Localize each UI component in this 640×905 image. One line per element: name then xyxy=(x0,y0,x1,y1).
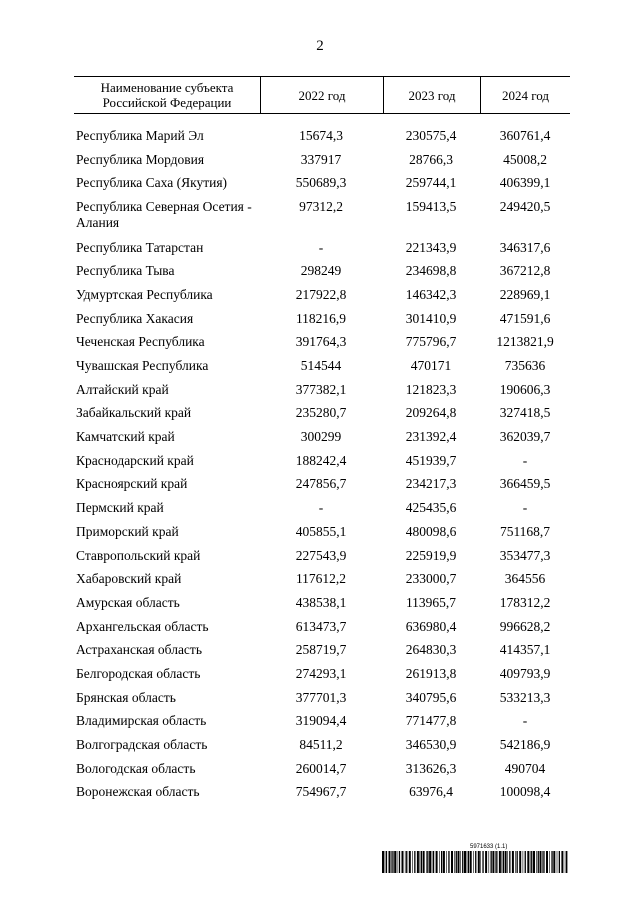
barcode-bar xyxy=(446,851,447,873)
region-name-cell: Камчатский край xyxy=(76,429,175,445)
region-name-cell: Удмуртская Республика xyxy=(76,286,213,302)
value-2023-cell: 346530,9 xyxy=(405,737,457,752)
region-name-cell: Республика Татарстан xyxy=(76,239,204,255)
barcode-bar xyxy=(505,851,507,873)
table-row xyxy=(74,148,570,172)
value-2023-cell: 231392,4 xyxy=(405,429,457,445)
barcode-bar xyxy=(503,851,504,873)
region-name-cell: Владимирская область xyxy=(76,713,207,729)
value-2024-cell: 735636 xyxy=(504,358,546,373)
value-2022-cell: 377382,1 xyxy=(295,381,347,397)
barcode-bar xyxy=(426,851,427,873)
table-row xyxy=(74,283,570,307)
barcode-bar xyxy=(451,851,453,873)
value-2023-cell: 451939,7 xyxy=(405,452,457,468)
barcode-bar xyxy=(519,851,521,873)
value-2023-cell: 209264,8 xyxy=(405,405,457,421)
barcode-bar xyxy=(496,851,497,873)
value-2022-cell: 438538,1 xyxy=(295,594,347,610)
value-2024-cell: 346317,6 xyxy=(499,239,551,255)
barcode-bar xyxy=(409,851,411,873)
value-2022-cell: - xyxy=(318,500,324,516)
barcode-bar xyxy=(458,851,460,873)
table-row xyxy=(74,780,570,804)
barcode-bar xyxy=(559,851,560,873)
value-2022-cell: 405855,1 xyxy=(295,523,347,539)
barcode-bar xyxy=(405,851,406,873)
table-row xyxy=(74,472,570,496)
barcode-bar xyxy=(509,851,510,873)
barcode-bar xyxy=(443,851,445,873)
table-row xyxy=(74,757,570,781)
value-2024-cell: 100098,4 xyxy=(499,784,551,800)
value-2024-cell: 414357,1 xyxy=(499,642,551,658)
region-name-cell: Приморский край xyxy=(76,523,179,539)
barcode-bar xyxy=(448,851,449,873)
barcode-bar xyxy=(423,851,425,873)
header-2023: 2023 год xyxy=(408,87,456,103)
barcode-bar xyxy=(525,851,526,873)
value-2022-cell: 377701,3 xyxy=(295,689,347,705)
table-body xyxy=(74,124,570,804)
barcode-bar xyxy=(414,851,415,873)
barcode-bar xyxy=(468,851,469,873)
value-2023-cell: 230575,4 xyxy=(405,128,457,143)
value-2022-cell: 97312,2 xyxy=(299,199,343,215)
barcode-bar xyxy=(557,851,558,873)
barcode-bar xyxy=(540,851,542,873)
value-2023-cell: 221343,9 xyxy=(405,239,457,255)
barcode-bar xyxy=(470,851,472,873)
table-row xyxy=(74,425,570,449)
value-2022-cell: 15674,3 xyxy=(299,128,343,143)
value-2024-cell: 409793,9 xyxy=(499,665,551,681)
region-name-cell: Астраханская область xyxy=(76,642,202,658)
table-header xyxy=(74,76,570,114)
value-2023-cell: 234217,3 xyxy=(405,476,457,492)
value-2022-cell: 613473,7 xyxy=(295,618,347,634)
value-2023-cell: 480098,6 xyxy=(405,523,457,539)
barcode-bar xyxy=(402,851,404,873)
barcode-bar xyxy=(382,851,384,873)
table-row xyxy=(74,259,570,283)
value-2024-cell: 471591,6 xyxy=(499,310,551,326)
value-2023-cell: 233000,7 xyxy=(405,571,457,587)
value-2024-cell: 364556 xyxy=(504,571,546,587)
table-row xyxy=(74,449,570,473)
region-name-cell: Хабаровский край xyxy=(76,571,182,587)
region-name-cell: Чеченская Республика xyxy=(76,334,205,350)
value-2024-cell: 228969,1 xyxy=(499,286,551,302)
region-name-cell: Вологодская область xyxy=(76,760,196,776)
region-name-cell: Пермский край xyxy=(76,500,164,516)
table-row xyxy=(74,544,570,568)
barcode-bar xyxy=(533,851,535,873)
value-2022-cell: 247856,7 xyxy=(295,476,347,492)
region-name-cell: Республика Хакасия xyxy=(76,310,194,326)
value-2024-cell: 360761,4 xyxy=(499,128,551,143)
value-2024-cell: 249420,5 xyxy=(499,199,551,215)
value-2022-cell: 235280,7 xyxy=(295,405,347,421)
barcode-bar xyxy=(549,851,550,873)
barcode-bar xyxy=(492,851,494,873)
value-2022-cell: 258719,7 xyxy=(295,642,347,658)
header-2024: 2024 год xyxy=(502,87,549,103)
value-2023-cell: 771477,8 xyxy=(405,713,457,729)
barcode-bar xyxy=(412,851,413,873)
region-name-cell: Амурская область xyxy=(76,594,180,610)
table-row xyxy=(74,236,570,260)
barcode-bar xyxy=(436,851,438,873)
value-2024-cell: 406399,1 xyxy=(499,175,551,191)
barcode-bar xyxy=(473,851,474,873)
value-2024-cell: 178312,2 xyxy=(499,594,551,610)
barcode-bar xyxy=(482,851,483,873)
value-2023-cell: 121823,3 xyxy=(405,381,457,397)
value-2022-cell: 260014,7 xyxy=(295,760,347,776)
table-row xyxy=(74,615,570,639)
value-2022-cell: - xyxy=(318,239,324,255)
region-name-cell: Ставропольский край xyxy=(76,547,201,563)
table-row xyxy=(74,662,570,686)
value-2024-cell: - xyxy=(522,713,528,729)
barcode-bar xyxy=(467,851,468,873)
table-row xyxy=(74,171,570,195)
value-2024-cell: 190606,3 xyxy=(499,381,551,397)
value-2023-cell: 425435,6 xyxy=(405,500,457,516)
barcode-bar xyxy=(417,851,419,873)
barcode-bar xyxy=(515,851,516,873)
value-2022-cell: 227543,9 xyxy=(295,547,347,563)
barcode-bar xyxy=(391,851,392,873)
region-name-cell: Забайкальский край xyxy=(76,405,192,421)
value-2024-cell: - xyxy=(522,500,528,516)
value-2022-cell: 550689,3 xyxy=(295,175,347,191)
barcode-bar xyxy=(491,851,492,873)
barcode-bar xyxy=(530,851,531,873)
value-2024-cell: 362039,7 xyxy=(499,429,551,445)
barcode-bar xyxy=(421,851,422,873)
value-2022-cell: 319094,4 xyxy=(295,713,347,729)
header-2022: 2022 год xyxy=(298,87,346,103)
barcode-bar xyxy=(389,851,391,873)
barcode-bar xyxy=(517,851,518,873)
value-2023-cell: 340795,6 xyxy=(405,689,457,705)
barcode-bar xyxy=(485,851,487,873)
value-2023-cell: 313626,3 xyxy=(405,760,457,776)
barcode-bar xyxy=(460,851,461,873)
barcode-bar xyxy=(394,851,396,873)
barcode-bar xyxy=(386,851,387,873)
barcode-bar xyxy=(464,851,466,873)
barcode-bar xyxy=(495,851,496,873)
table-row xyxy=(74,354,570,378)
value-2023-cell: 301410,9 xyxy=(405,310,457,326)
barcode-bar xyxy=(553,851,555,873)
region-name-cell: Республика Тыва xyxy=(76,263,175,279)
value-2023-cell: 264830,3 xyxy=(405,642,457,658)
value-2022-cell: 754967,7 xyxy=(295,784,347,800)
value-2023-cell: 261913,8 xyxy=(405,665,457,681)
barcode-bar xyxy=(561,851,563,873)
value-2022-cell: 298249 xyxy=(300,263,342,279)
region-name-cell: Республика Северная Осетия - Алания xyxy=(76,199,252,231)
value-2024-cell: 996628,2 xyxy=(499,618,551,634)
barcode-bar xyxy=(385,851,386,873)
region-name-cell: Воронежская область xyxy=(76,784,200,800)
value-2023-cell: 146342,3 xyxy=(405,286,457,302)
region-name-cell: Чувашская Республика xyxy=(76,358,209,373)
barcode-bar xyxy=(478,851,480,873)
value-2023-cell: 470171 xyxy=(410,358,452,373)
table-row xyxy=(74,638,570,662)
value-2023-cell: 159413,5 xyxy=(405,199,457,215)
value-2023-cell: 63976,4 xyxy=(409,784,453,800)
value-2024-cell: 327418,5 xyxy=(499,405,551,421)
value-2023-cell: 259744,1 xyxy=(405,175,457,191)
region-name-cell: Архангельская область xyxy=(76,618,209,634)
barcode-bar xyxy=(538,851,539,873)
barcode-bar xyxy=(546,851,548,873)
barcode-bar xyxy=(456,851,457,873)
region-name-cell: Республика Мордовия xyxy=(76,151,205,167)
table-row xyxy=(74,124,570,148)
barcode-bar xyxy=(512,851,514,873)
value-2022-cell: 217922,8 xyxy=(295,286,347,302)
barcode-bar xyxy=(565,851,566,873)
barcode-bar xyxy=(566,851,567,873)
barcode-bar xyxy=(531,851,532,873)
table-row xyxy=(74,496,570,520)
value-2024-cell: 353477,3 xyxy=(499,547,551,563)
barcode-bar xyxy=(489,851,490,873)
table-row xyxy=(74,733,570,757)
value-2024-cell: 751168,7 xyxy=(499,523,551,539)
barcode-bar xyxy=(399,851,400,873)
header-region-name: Наименование субъекта Российской Федерации xyxy=(100,80,234,110)
value-2024-cell: 542186,9 xyxy=(499,737,551,752)
barcode-bar xyxy=(543,851,544,873)
barcode-bar xyxy=(475,851,476,873)
value-2023-cell: 113965,7 xyxy=(405,594,457,610)
barcode-bar xyxy=(432,851,433,873)
value-2024-cell: 45008,2 xyxy=(503,151,547,167)
barcode-bar xyxy=(397,851,398,873)
table-row xyxy=(74,567,570,591)
table-row xyxy=(74,307,570,331)
table-row xyxy=(74,686,570,710)
barcode-bar xyxy=(427,851,428,873)
barcode-bar xyxy=(433,851,434,873)
value-2024-cell: 366459,5 xyxy=(499,476,551,492)
barcode-bar xyxy=(542,851,543,873)
barcode-bar xyxy=(439,851,440,873)
barcode-bar xyxy=(502,851,503,873)
barcode-bar xyxy=(527,851,529,873)
value-2022-cell: 118216,9 xyxy=(295,310,347,326)
barcode-bar xyxy=(429,851,431,873)
table-row xyxy=(74,709,570,733)
value-2024-cell: 1213821,9 xyxy=(496,334,554,350)
table-row xyxy=(74,401,570,425)
barcode-bar xyxy=(523,851,524,873)
page-number: 2 xyxy=(316,38,324,54)
value-2022-cell: 300299 xyxy=(300,429,342,445)
barcode-bar xyxy=(480,851,481,873)
region-name-cell: Краснодарский край xyxy=(76,452,194,468)
value-2024-cell: 490704 xyxy=(504,760,546,776)
value-2022-cell: 514544 xyxy=(300,358,342,373)
region-name-cell: Республика Саха (Якутия) xyxy=(76,175,228,191)
table-row xyxy=(74,195,570,236)
barcode-bar xyxy=(507,851,508,873)
value-2022-cell: 188242,4 xyxy=(295,452,347,468)
table-row xyxy=(74,378,570,402)
barcode-bar xyxy=(499,851,501,873)
value-2022-cell: 117612,2 xyxy=(295,571,347,587)
table-row xyxy=(74,591,570,615)
value-2022-cell: 337917 xyxy=(300,151,342,167)
value-2023-cell: 28766,3 xyxy=(409,151,453,167)
value-2023-cell: 775796,7 xyxy=(405,334,457,350)
value-2023-cell: 225919,9 xyxy=(405,547,457,563)
region-name-cell: Красноярский край xyxy=(76,476,188,492)
barcode-bar xyxy=(406,851,407,873)
region-name-cell: Белгородская область xyxy=(76,665,201,681)
value-2024-cell: 367212,8 xyxy=(499,263,551,279)
value-2022-cell: 391764,3 xyxy=(295,334,347,350)
barcode xyxy=(382,851,568,873)
value-2023-cell: 636980,4 xyxy=(405,618,457,634)
barcode-bar xyxy=(551,851,552,873)
value-2024-cell: 533213,3 xyxy=(499,689,551,705)
region-name-cell: Республика Марий Эл xyxy=(76,128,204,143)
barcode-bar xyxy=(441,851,442,873)
barcode-bar xyxy=(392,851,393,873)
barcode-label: 5971633 (1.1) xyxy=(470,844,508,850)
barcode-bar xyxy=(454,851,455,873)
table-row xyxy=(74,330,570,354)
region-name-cell: Брянская область xyxy=(76,689,176,705)
barcode-bar xyxy=(462,851,463,873)
value-2023-cell: 234698,8 xyxy=(405,263,457,279)
value-2022-cell: 274293,1 xyxy=(295,665,347,681)
region-name-cell: Волгоградская область xyxy=(76,737,208,752)
value-2024-cell: - xyxy=(522,452,528,468)
region-name-cell: Алтайский край xyxy=(76,381,169,397)
barcode-bar xyxy=(420,851,421,873)
table-row xyxy=(74,520,570,544)
barcode-bar xyxy=(536,851,537,873)
value-2022-cell: 84511,2 xyxy=(299,737,343,752)
